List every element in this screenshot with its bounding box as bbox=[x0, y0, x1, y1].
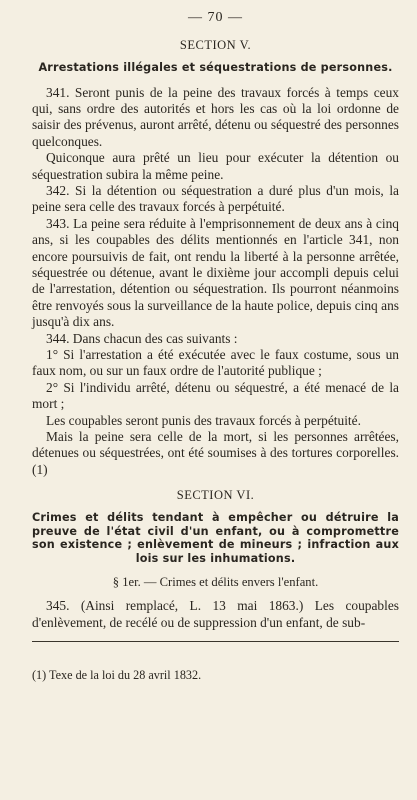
section-heading: Arrestations illégales et séquestrations de personnes. bbox=[38, 61, 393, 74]
paragraph: 1° Si l'arrestation a été exécutée avec le faux costume, sous un faux nom, ou sur un faux ordre de l'autorité publique ; bbox=[32, 347, 399, 379]
section-title: SECTION V. bbox=[179, 38, 252, 52]
paragraph: Mais la peine sera celle de la mort, si les personnes arrêtées, détenues ou séquestrées, ont été soumises à des tortures corporelles. (1) bbox=[32, 429, 399, 477]
paragraph: 342. Si la détention ou séquestration a duré plus d'un mois, la peine sera celle des travaux forcés à perpétuité. bbox=[32, 182, 399, 215]
paragraph: 345. (Ainsi remplacé, L. 13 mai 1863.) Les coupables d'enlèvement, de recélé ou de suppression d'un enfant, de sub- bbox=[32, 598, 399, 630]
page bbox=[32, 10, 399, 642]
paragraph: Les coupables seront punis des travaux forcés à perpétuité. bbox=[46, 412, 361, 428]
paragraph: 341. Seront punis de la peine des travaux forcés à temps ceux qui, sans ordre des autorités et hors les cas où la loi ordonne de saisir des prévenus, auront arrêté, détenu ou séquestré des personnes quelconques. bbox=[32, 84, 399, 149]
footnote-rule bbox=[32, 641, 399, 642]
paragraph: 2° Si l'individu arrêté, détenu ou séquestré, a été menacé de la mort ; bbox=[32, 379, 399, 412]
paragraph: Quiconque aura prêté un lieu pour exécuter la détention ou séquestration subira la même peine. bbox=[32, 150, 399, 182]
subsection-heading: § 1er. — Crimes et délits envers l'enfant. bbox=[112, 575, 319, 590]
paragraph: 344. Dans chacun des cas suivants : bbox=[46, 330, 238, 346]
running-head: — 70 — bbox=[188, 10, 243, 25]
section-title: SECTION VI. bbox=[176, 488, 255, 503]
footnote: (1) Texe de la loi du 28 avril 1832. bbox=[32, 668, 202, 682]
paragraph: 343. La peine sera réduite à l'emprisonnement de deux ans à cinq ans, si les coupables des délits mentionnés en l'article 341, non encore poursuivis de fait, ont rendu la liberté à la personne arrêtée, séquestrée ou détenue, avant le dixième jour accompli depuis celui de l'arrestation, détention ou séquestration. Ils pourront néanmoins être renvoyés sous la surveillance de la haute police, depuis cinq ans jusqu'à dix ans. bbox=[32, 215, 399, 330]
section-heading: Crimes et délits tendant à empêcher ou détruire la preuve de l'état civil d'un enfant, ou à compromettre son existence ; enlèvement de mineurs ; infraction aux lois sur les inhumations. bbox=[32, 511, 399, 565]
